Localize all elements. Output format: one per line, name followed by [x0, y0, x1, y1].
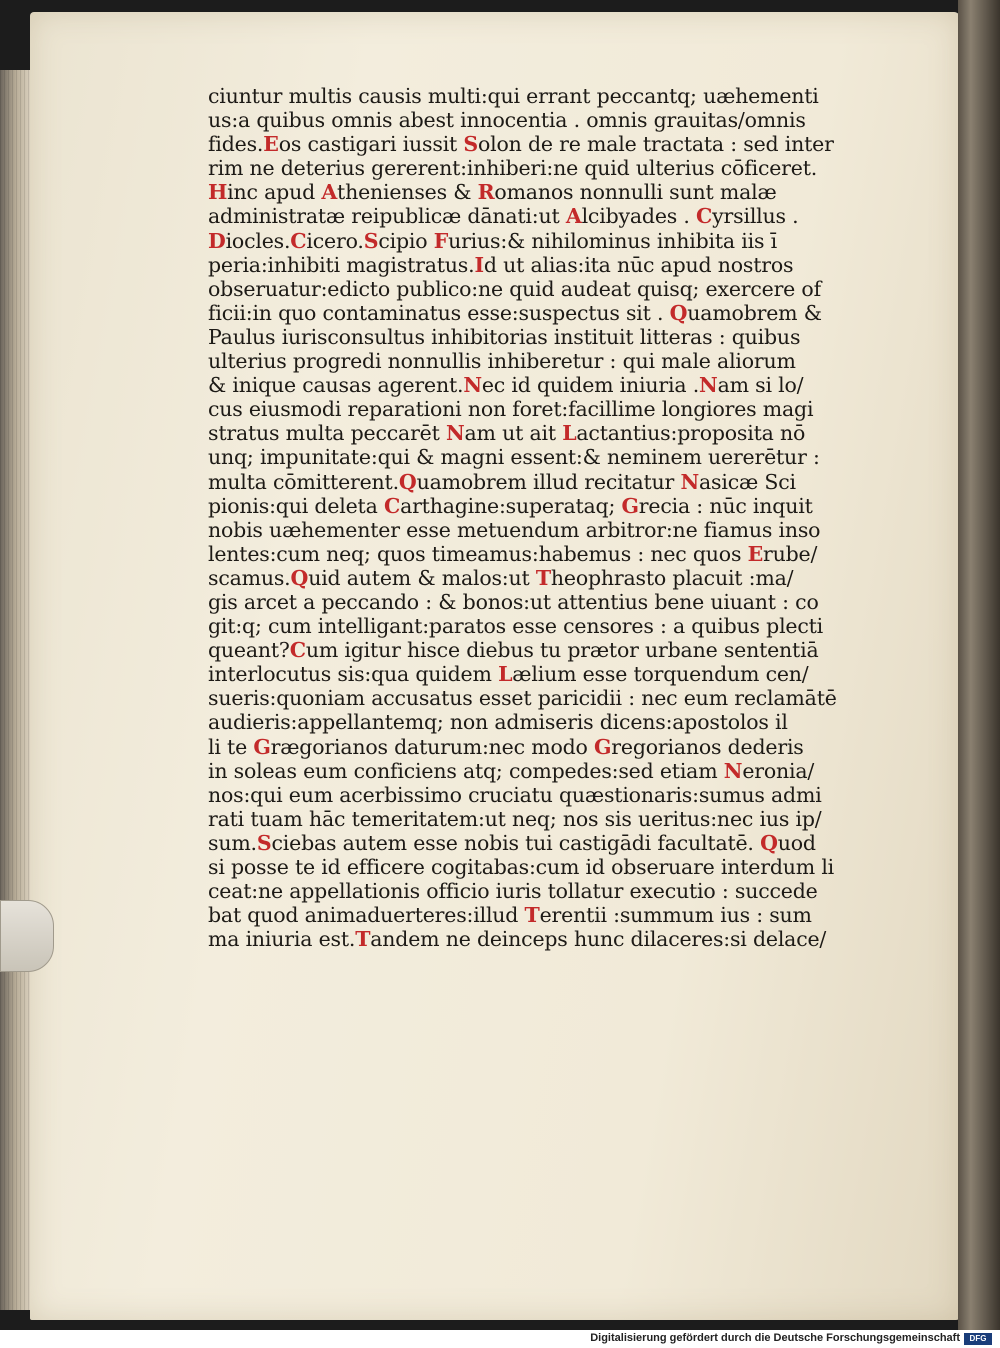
text-segment: icero.	[306, 228, 364, 253]
text-line	[208, 638, 853, 662]
text-segment: multa cōmitterent.	[208, 469, 399, 494]
text-segment: lentes:cum neq; quos timeamus:habemus : nec quos	[208, 541, 748, 566]
text-line	[208, 156, 853, 180]
text-line	[208, 470, 853, 494]
text-segment: actantius:proposita nō	[576, 421, 806, 446]
text-line	[208, 807, 853, 831]
text-line	[208, 277, 853, 301]
rubricated-initial: C	[290, 228, 307, 253]
rubricated-initial: C	[383, 493, 401, 518]
text-segment: cus eiusmodi reparationi non foret:facillime longiores magi	[208, 397, 814, 422]
text-line	[208, 614, 853, 638]
text-line	[208, 879, 853, 903]
text-segment: thenienses &	[337, 180, 478, 205]
footer-bar	[0, 1330, 1000, 1348]
text-segment: pionis:qui deleta	[208, 493, 384, 518]
rubricated-initial: L	[498, 662, 513, 687]
text-segment: ciebas autem esse nobis tui castigādi facultatē.	[271, 830, 761, 855]
text-segment: & inique causas agerent.	[208, 373, 464, 398]
rubricated-initial: A	[565, 204, 582, 229]
text-line	[208, 783, 853, 807]
text-line	[208, 349, 853, 373]
text-line	[208, 831, 853, 855]
text-segment: uid autem & malos:ut	[308, 565, 536, 590]
text-segment: unq; impunitate:qui & magni essent:& neminem uererētur :	[208, 445, 820, 470]
text-segment: cipio	[378, 228, 434, 253]
main-text-block	[208, 84, 853, 951]
text-segment: interlocutus sis:qua quidem	[208, 662, 499, 687]
rubricated-initial: D	[208, 228, 226, 253]
text-line	[208, 855, 853, 879]
rubricated-initial: N	[680, 469, 700, 494]
rubricated-initial: G	[253, 734, 271, 759]
text-segment: yrsillus .	[712, 204, 799, 229]
text-line	[208, 132, 853, 156]
text-segment: recia : nūc inquit	[638, 493, 813, 518]
text-segment: queant?	[208, 638, 290, 663]
rubricated-initial: C	[696, 204, 713, 229]
text-segment: andem ne deinceps hunc dilaceres:si delace/	[370, 927, 827, 952]
text-line	[208, 325, 853, 349]
text-segment: os castigari iussit	[278, 132, 464, 157]
text-line	[208, 735, 853, 759]
text-segment: ceat:ne appellationis officio iuris tollatur executio : succede	[208, 879, 818, 904]
text-segment: stratus multa peccarēt	[208, 421, 446, 446]
text-segment: in soleas eum conficiens atq; compedes:sed etiam	[208, 758, 724, 783]
text-segment: am si lo/	[717, 373, 804, 398]
text-segment: am ut ait	[464, 421, 563, 446]
text-line	[208, 662, 853, 686]
page-clip	[0, 900, 54, 972]
text-segment: erentii :summum ius : sum	[539, 903, 812, 928]
text-segment: administratæ reipublicæ dānati:ut	[208, 204, 566, 229]
rubricated-initial: N	[723, 758, 743, 783]
text-line	[208, 108, 853, 132]
rubricated-initial: Q	[669, 300, 688, 325]
text-segment: ælium esse torquendum cen/	[512, 662, 809, 687]
text-line	[208, 421, 853, 445]
rubricated-initial: T	[535, 565, 551, 590]
text-segment: sueris:quoniam accusatus esset paricidii : nec eum reclamātē	[208, 686, 837, 711]
rubricated-initial: S	[363, 228, 379, 253]
text-line	[208, 301, 853, 325]
text-line	[208, 253, 853, 277]
text-line	[208, 759, 853, 783]
rubricated-initial: N	[463, 373, 482, 398]
text-segment: d ut alias:ita nūc apud nostros	[483, 252, 794, 277]
text-segment: git:q; cum intelligant:paratos esse censores : a quibus plecti	[208, 614, 824, 639]
dfg-logo: DFG	[964, 1333, 992, 1345]
text-segment: rati tuam hāc temeritatem:ut neq; nos sis ueritus:nec ius ip/	[208, 806, 822, 831]
text-segment: eronia/	[742, 758, 815, 783]
text-segment: heophrasto placuit :ma/	[550, 565, 794, 590]
rubricated-initial: S	[256, 830, 272, 855]
text-line	[208, 204, 853, 228]
text-line	[208, 518, 853, 542]
text-segment: uamobrem illud recitatur	[416, 469, 681, 494]
text-line	[208, 566, 853, 590]
rubricated-initial: L	[562, 421, 577, 446]
rubricated-initial: Q	[760, 830, 778, 855]
text-segment: nobis uæhementer esse metuendum arbitror:ne fiamus inso	[208, 517, 821, 542]
rubricated-initial: C	[289, 638, 306, 663]
text-segment: gis arcet a peccando : & bonos:ut attentius bene uiuant : co	[208, 589, 819, 614]
text-segment: asicæ Sci	[699, 469, 796, 494]
rubricated-initial: H	[208, 180, 228, 205]
footer-credit: Digitalisierung gefördert durch die Deutsche Forschungsgemeinschaft	[590, 1332, 960, 1344]
text-line	[208, 373, 853, 397]
rubricated-initial: S	[463, 132, 479, 157]
text-segment: omanos nonnulli sunt malæ	[494, 180, 777, 205]
text-segment: regorianos dederis	[611, 734, 804, 759]
text-line	[208, 590, 853, 614]
book-right-edge	[958, 0, 1000, 1330]
text-segment: iocles.	[225, 228, 291, 253]
text-segment: uod	[777, 830, 816, 855]
rubricated-initial: T	[355, 927, 371, 952]
text-segment: ec id quidem iniuria .	[481, 373, 700, 398]
text-segment: si posse te id efficere cogitabas:cum id obseruare interdum li	[208, 855, 835, 879]
text-segment: inc apud	[227, 180, 322, 205]
rubricated-initial: G	[593, 734, 612, 759]
text-line	[208, 903, 853, 927]
rubricated-initial: T	[524, 903, 540, 928]
text-line	[208, 445, 853, 469]
text-segment: fides.	[208, 132, 264, 157]
text-line	[208, 84, 853, 108]
rubricated-initial: E	[747, 541, 764, 566]
text-segment: ciuntur multis causis multi:qui errant peccantq; uæhementi	[208, 84, 819, 108]
text-segment: arthagine:superataq;	[400, 493, 622, 518]
rubricated-initial: Q	[398, 469, 417, 494]
rubricated-initial: N	[699, 373, 718, 398]
rubricated-initial: N	[445, 421, 465, 446]
text-segment: ulterius progredi nonnullis inhiberetur : qui male aliorum	[208, 349, 796, 374]
text-line	[208, 397, 853, 421]
text-segment: peria:inhibiti magistratus.	[208, 252, 475, 277]
text-segment: um igitur hisce diebus tu prætor urbane sententiā	[305, 638, 819, 663]
text-line	[208, 494, 853, 518]
text-segment: rube/	[763, 541, 818, 566]
text-segment: uamobrem &	[687, 300, 822, 325]
text-segment: us:a quibus omnis abest innocentia . omnis grauitas/omnis	[208, 108, 806, 133]
text-segment: rim ne deterius gererent:inhiberi:ne quid ulterius cōficeret.	[208, 156, 818, 181]
text-segment: Paulus iurisconsultus inhibitorias instituit litteras : quibus	[208, 324, 801, 349]
text-line	[208, 686, 853, 710]
text-line	[208, 927, 853, 951]
text-segment: ficii:in quo contaminatus esse:suspectus sit .	[208, 300, 670, 325]
text-line	[208, 180, 853, 204]
text-segment: lcibyades .	[581, 204, 697, 229]
text-line	[208, 542, 853, 566]
text-segment: rægorianos daturum:nec modo	[270, 734, 594, 759]
rubricated-initial: F	[433, 228, 449, 253]
text-segment: obseruatur:edicto publico:ne quid audeat quisq; exercere of	[208, 276, 821, 301]
text-segment: olon de re male tractata : sed inter	[478, 132, 834, 157]
text-segment: nos:qui eum acerbissimo cruciatu quæstionaris:sumus admi	[208, 782, 822, 807]
text-segment: ma iniuria est.	[208, 927, 356, 952]
rubricated-initial: E	[263, 132, 279, 157]
text-segment: bat quod animaduerteres:illud	[208, 903, 525, 928]
rubricated-initial: I	[474, 252, 484, 277]
rubricated-initial: A	[321, 180, 338, 205]
rubricated-initial: Q	[290, 565, 309, 590]
text-line	[208, 229, 853, 253]
rubricated-initial: R	[477, 180, 495, 205]
text-segment: li te	[208, 734, 254, 759]
text-line	[208, 710, 853, 734]
text-segment: urius:& nihilominus inhibita iis ī	[448, 228, 777, 253]
text-segment: scamus.	[208, 565, 291, 590]
text-segment: audieris:appellantemq; non admiseris dicens:apostolos il	[208, 710, 788, 735]
rubricated-initial: G	[621, 493, 639, 518]
text-segment: sum.	[208, 830, 257, 855]
